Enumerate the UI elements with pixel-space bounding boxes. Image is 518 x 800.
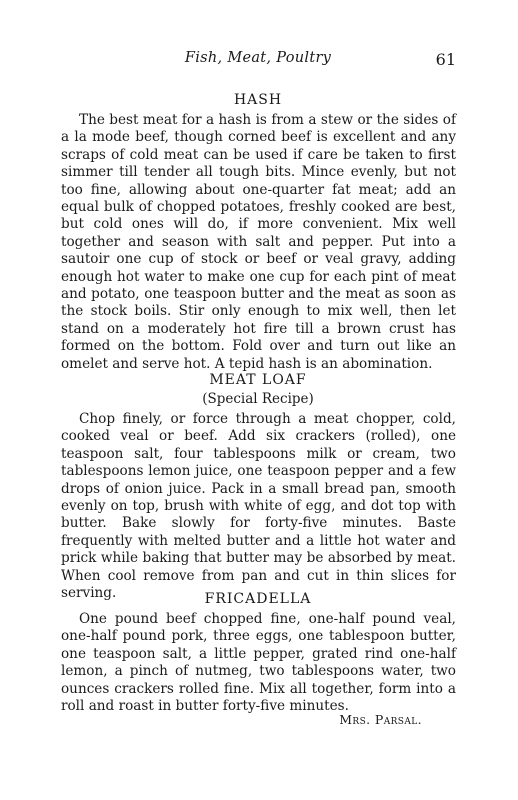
recipe-heading-fricadella: FRICADELLA <box>204 591 312 607</box>
recipe-text-fricadella: One pound beef chopped fine, one-half pound veal, one-half pound pork, three eggs, one tablespoon butter, one teaspoon salt, a little pepper, grated rind one-half lemon, a pinch of nutmeg, two tablespoons water, two ounces crackers rolled fine. Mix all together, form into a roll and roast in butter forty-five minutes. <box>61 611 456 715</box>
recipe-text-meat-loaf: Chop finely, or force through a meat chopper, cold, cooked veal or beef. Add six crackers (rolled), one teaspoon salt, four tablespoons milk or cream, two tablespoons lemon juice, one teaspoon pepper and a few drops of onion juice. Pack in a small bread pan, smooth evenly on top, brush with white of egg, and dot top with butter. Bake slowly for forty-five minutes. Baste frequently with melted butter and a little hot water and prick while baking that butter may be absorbed by meat. When cool remove from pan and cut in thin slices for serving. <box>61 411 456 602</box>
page-number: 61 <box>435 50 456 69</box>
recipe-heading-hash: HASH <box>233 92 283 108</box>
running-head <box>60 50 456 72</box>
running-title: Fish, Meat, Poultry <box>184 50 332 66</box>
recipe-attribution: Mrs. Parsal. <box>339 712 422 727</box>
recipe-subheading-meat-loaf: (Special Recipe) <box>202 391 314 407</box>
recipe-heading-meat-loaf: MEAT LOAF <box>209 372 307 388</box>
recipe-text-hash: The best meat for a hash is from a stew or the sides of a la mode beef, though corned beef is excellent and any scraps of cold meat can be used if care be taken to first simmer till tender all tough bits. Mince evenly, but not too fine, allowing about one-quarter fat meat; add an equal bulk of chopped potatoes, freshly cooked are best, but cold ones will do, if more convenient. Mix well together and season with salt and pepper. Put into a sautoir one cup of stock or beef or veal gravy, adding enough hot water to make one cup for each pint of meat and potato, one teaspoon butter and the meat as soon as the stock boils. Stir only enough to mix well, then let stand on a moderately hot fire till a brown crust has formed on the bottom. Fold over and turn out like an omelet and serve hot. A tepid hash is an abomination. <box>61 112 456 372</box>
